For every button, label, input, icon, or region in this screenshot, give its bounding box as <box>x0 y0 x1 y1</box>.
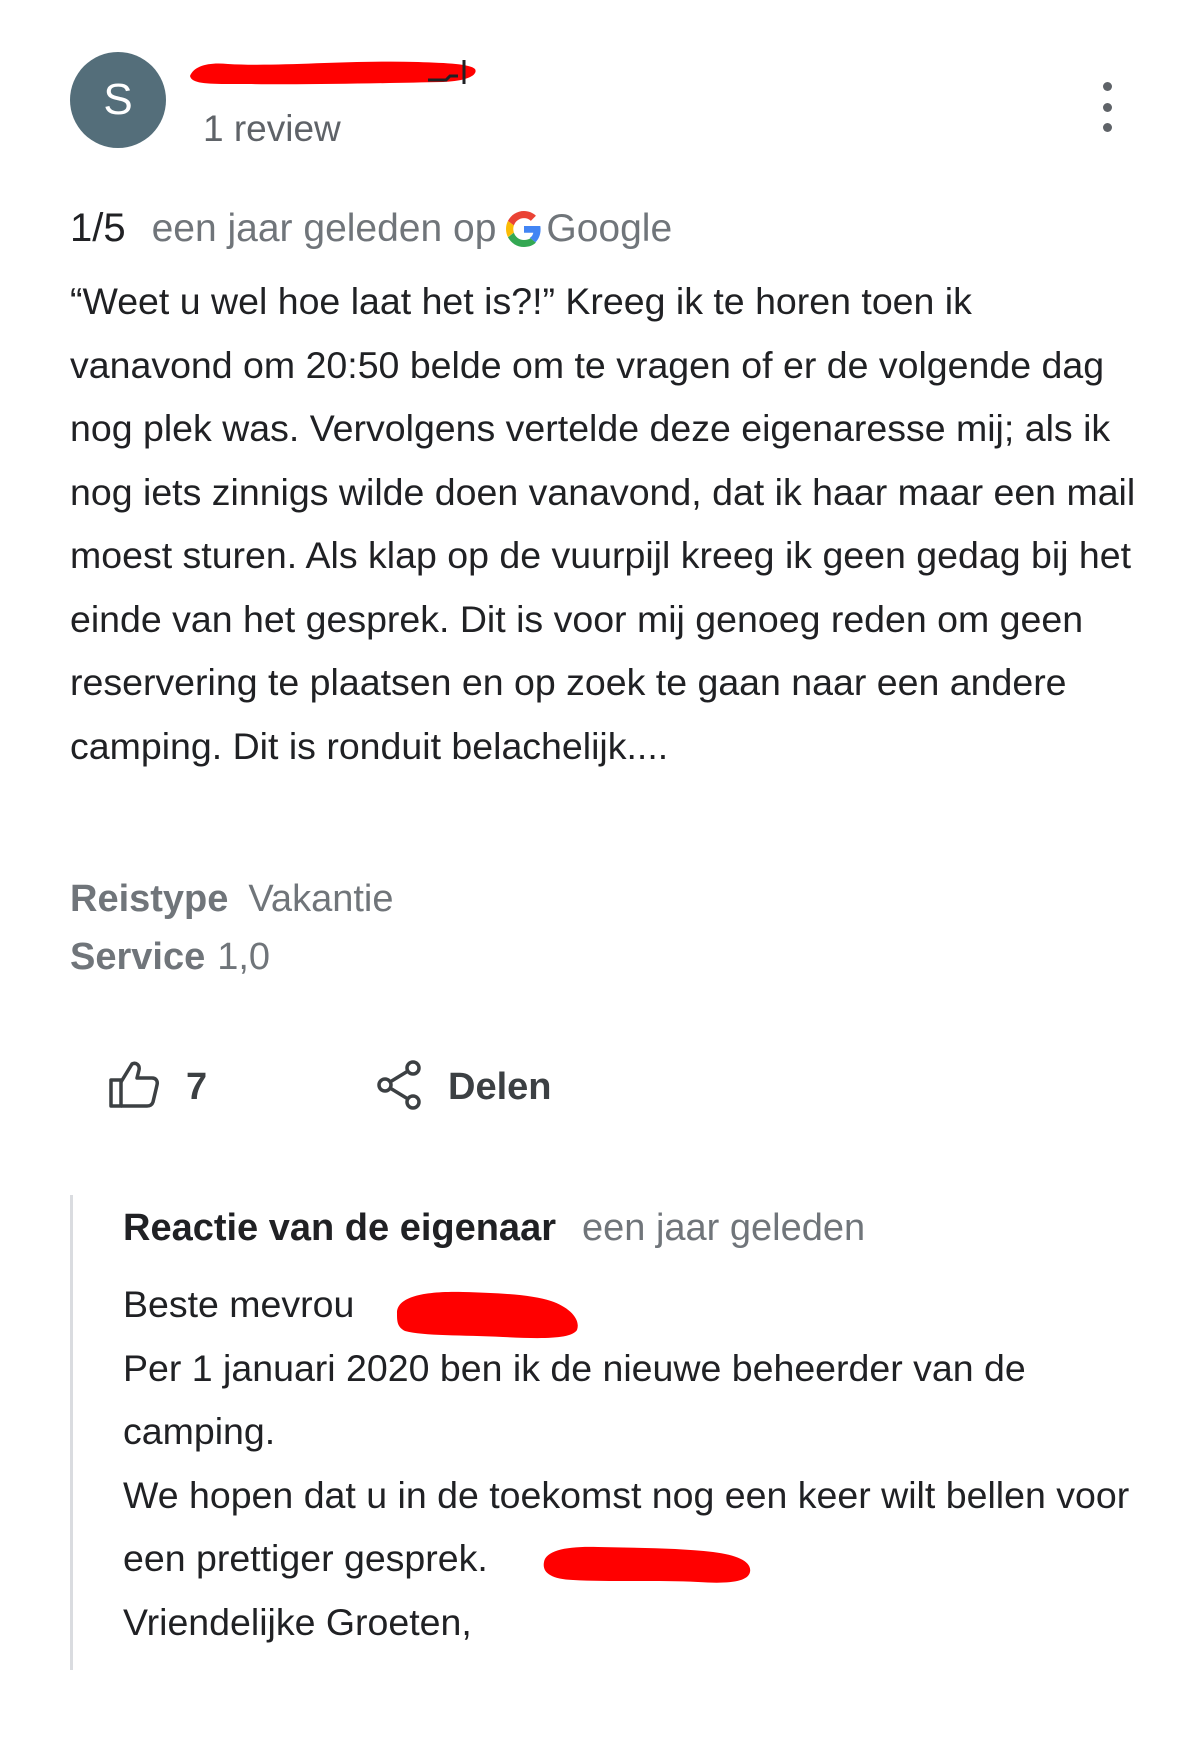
review-count[interactable]: 1 review <box>203 108 341 149</box>
owner-response-title: Reactie van de eigenaar <box>123 1207 556 1249</box>
google-label: Google <box>546 206 673 250</box>
owner-line: Per 1 januari 2020 ben ik de nieuwe beheerder van de camping. <box>123 1346 1026 1452</box>
reviewer-name-redacted[interactable] <box>188 54 478 94</box>
like-button[interactable] <box>108 1060 207 1115</box>
share-icon <box>376 1060 422 1115</box>
more-dot-icon <box>1103 103 1112 112</box>
avatar-letter: S <box>103 75 133 124</box>
trip-type-label: Reistype <box>70 878 229 920</box>
owner-response-text <box>123 1273 1133 1654</box>
owner-greeting: Beste mevrou <box>123 1283 355 1325</box>
owner-response <box>70 1195 1153 1670</box>
review-text: “Weet u wel hoe laat het is?!” Kreeg ik te horen toen ik vanavond om 20:50 belde om te vragen of er de volgende dag nog plek was. Vervolgens vertelde deze eigenaresse mij; als ik nog iets zinnigs wilde doen vanavond, dat ik haar maar een mail moest sturen. Als klap op de vuurpijl kreeg ik geen gedag bij het einde van het gesprek. Dit is voor mij genoeg reden om geen reservering te plaatsen en op zoek te gaan naar een andere camping. Dit is ronduit belachelijk.... <box>70 280 1136 767</box>
service-row <box>70 936 270 979</box>
rating-line <box>70 206 672 251</box>
more-dot-icon <box>1103 123 1112 132</box>
more-options-button[interactable] <box>1092 82 1122 132</box>
like-count: 7 <box>186 1066 208 1108</box>
share-label: Delen <box>448 1066 552 1108</box>
service-label: Service <box>70 936 206 978</box>
redacted-signature-mark <box>538 1540 758 1588</box>
trip-type-value: Vakantie <box>248 878 394 920</box>
service-value: 1,0 <box>217 936 271 978</box>
owner-closing: Vriendelijke Groeten, <box>123 1600 472 1643</box>
avatar[interactable] <box>70 52 166 148</box>
redacted-name-mark <box>393 1283 583 1343</box>
owner-response-header <box>123 1207 865 1250</box>
trip-type-row <box>70 878 393 921</box>
owner-response-time: een jaar geleden <box>582 1207 866 1249</box>
more-dot-icon <box>1103 82 1112 91</box>
owner-line: We hopen dat u in de toekomst nog een keer wilt bellen voor een prettiger gesprek. <box>123 1473 1130 1579</box>
thumbs-up-icon <box>108 1060 160 1115</box>
review-time: een jaar geleden op <box>151 206 497 250</box>
rating-score: 1/5 <box>70 206 126 250</box>
share-button[interactable] <box>376 1060 551 1115</box>
google-logo-icon <box>506 211 542 247</box>
